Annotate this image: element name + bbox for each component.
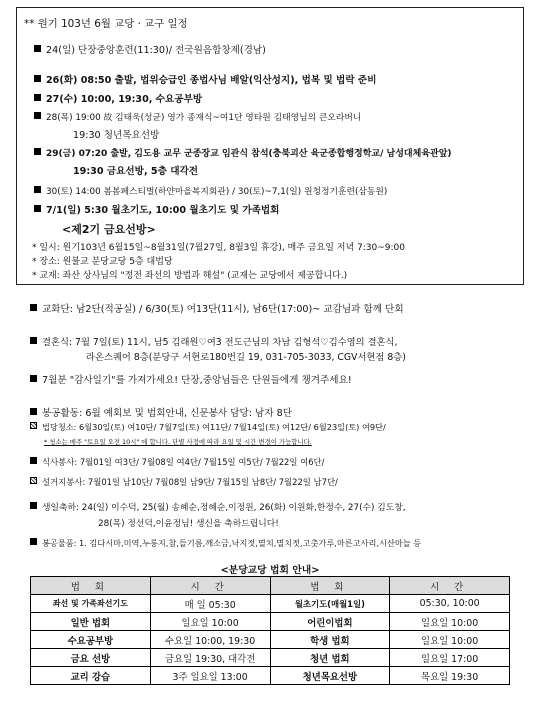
table-cell: 청년목요선방	[270, 667, 390, 685]
bullet-square-icon	[34, 205, 41, 212]
bullet-square-icon	[34, 186, 41, 193]
notice-wedding-venue: 라온스퀘어 8층(분당구 서현로180번길 19, 031-705-3033, CGV서현점 8층)	[86, 352, 406, 363]
table-row	[31, 649, 510, 667]
bullet-square-icon	[34, 94, 41, 101]
schedule-item: 28(목) 19:00 故 김태욱(성균) 영가 종재식~여1단 영타원 김태영님의 큰오라버니	[34, 110, 361, 123]
seminar-line: * 장소: 원불교 분당교당 5층 대법당	[32, 257, 173, 267]
table-cell: 어린이법회	[270, 613, 390, 631]
schedule-item: 7/1(일) 5:30 월초기도, 10:00 월초기도 및 가족법회	[34, 202, 279, 216]
notice-birthday: 생일축하: 24(일) 이수덕, 25(월) 송혜순,정혜순,이정원, 26(화) 이원화,한정수, 27(수) 김도창,	[30, 500, 406, 513]
schedule-header: ** 원기 103년 6월 교당 · 교구 일정	[24, 18, 188, 30]
table-row	[31, 613, 510, 631]
table-cell: 금요일 19:30, 대각전	[150, 649, 270, 667]
seminar-title: <제2기 금요선방>	[62, 223, 156, 236]
schedule-item: 19:30 청년목요선방	[73, 130, 160, 141]
bullet-square-icon	[30, 457, 37, 464]
notice-diary: 7월분 "감사일기"를 가져가세요! 단장,중앙님들은 단원들에게 챙겨주세요!	[30, 372, 352, 386]
table-cell: 좌선 및 가족좌선기도	[31, 595, 151, 613]
table-cell: 05:30, 10:00	[390, 595, 510, 613]
bullet-square-icon	[30, 408, 37, 415]
bullet-square-icon	[34, 112, 41, 119]
schedule-item: 29(금) 07:20 출발, 김도용 교무 군종장교 임관식 참석(충북괴산 육군종합행정학교/ 남성대체육관앞)	[34, 146, 452, 159]
notice-visit: 교화단: 남2단(적공실) / 6/30(토) 여13단(11시), 남6단(17:00)~ 교감님과 함께 단회	[30, 301, 404, 315]
table-cell: 매 일 05:30	[150, 595, 270, 613]
table-cell: 학생 법회	[270, 631, 390, 649]
table-header: 시 간	[150, 577, 270, 595]
table-cell: 수요일 10:00, 19:30	[150, 631, 270, 649]
notice-birthday-cont: 28(목) 정선덕,이윤정님! 생신을 축하드립니다!	[98, 519, 279, 529]
table-row	[31, 631, 510, 649]
table-header-row	[31, 577, 510, 595]
table-cell: 일요일 17:00	[390, 649, 510, 667]
notice-cleaning-note: * 청소는 매주 "토요일 오전 10시" 에 합니다. 단별 사정에 따라 요일 및 시간 변경이 가능합니다.	[44, 438, 312, 446]
schedule-item: 19:30 금요선방, 5층 대각전	[73, 166, 199, 177]
bullet-square-icon	[34, 75, 41, 82]
table-row	[31, 667, 510, 685]
table-cell: 교리 강습	[31, 667, 151, 685]
bullet-square-icon	[30, 502, 37, 509]
notice-cleaning: 법당청소: 6월30일(토) 여10단/ 7월7일(토) 여11단/ 7월14일(토) 여12단/ 6월23일(토) 여9단/	[30, 422, 386, 433]
hatched-bullet-icon	[30, 477, 37, 484]
table-cell: 3주 일요일 13:00	[150, 667, 270, 685]
table-cell: 목요일 19:30	[390, 667, 510, 685]
bullet-square-icon	[30, 337, 37, 344]
notice-wedding: 결혼식: 7월 7일(토) 11시, 남5 김래원♡여3 전도근님의 차남 김형석♡김수영의 결혼식,	[30, 334, 398, 348]
schedule-item: 24(일) 단장중앙훈련(11:30)/ 전국원음합창제(경남)	[34, 42, 266, 56]
bullet-square-icon	[34, 45, 41, 52]
table-cell: 일요일 10:00	[390, 613, 510, 631]
table-cell: 수요공부방	[31, 631, 151, 649]
hatched-bullet-icon	[30, 422, 37, 429]
table-header: 시 간	[390, 577, 510, 595]
seminar-line: * 일시: 원기103년 6월15일~8월31일(7월27일, 8월3일 휴강), 매주 금요일 저녁 7:30~9:00	[32, 243, 405, 253]
table-cell: 일반 법회	[31, 613, 151, 631]
seminar-line: * 교재: 좌산 상사님의 "정전 좌선의 방법과 해설" (교재는 교당에서 제공합니다.)	[32, 271, 348, 281]
schedule-item: 26(화) 08:50 출발, 법위승급인 종법사님 배알(익산성지), 법복 및 법락 준비	[34, 72, 376, 86]
bullet-square-icon	[30, 538, 37, 545]
table-cell: 청년 법회	[270, 649, 390, 667]
table-cell: 일요일 10:00	[390, 631, 510, 649]
table-cell: 월초기도(매월1일)	[270, 595, 390, 613]
bullet-square-icon	[30, 304, 37, 311]
schedule-item: 30(토) 14:00 봄봄페스티벌(하얀마을복지회관) / 30(토)~7,1(일) 원청정기훈련(삼동원)	[34, 184, 387, 197]
table-row	[31, 595, 510, 613]
notice-service: 봉공활동: 6월 예회보 및 법회안내, 신문봉사 담당: 남자 8단	[30, 405, 292, 419]
notice-dish: 설거지봉사: 7월01일 남10단/ 7월08일 남9단/ 7월15일 남8단/ 7월22일 남7단/	[30, 476, 338, 488]
table-cell: 일요일 10:00	[150, 613, 270, 631]
table-cell: 금요 선방	[31, 649, 151, 667]
notice-meal: 식사봉사: 7월01일 여3단/ 7월08일 여4단/ 7월15일 여5단/ 7월22일 여6단/	[30, 456, 324, 468]
table-header: 법 회	[31, 577, 151, 595]
service-schedule-table	[30, 576, 510, 685]
schedule-item: 27(수) 10:00, 19:30, 수요공부방	[34, 91, 202, 105]
table-header: 법 회	[270, 577, 390, 595]
table-caption: <분당교당 법회 안내>	[220, 565, 320, 576]
bullet-square-icon	[34, 148, 41, 155]
bullet-square-icon	[30, 375, 37, 382]
notice-goods: 봉공물품: 1. 김다시마,미역,누룽지,참,들기름,깨소금,낙지젓,멸치,멸치젓,고춧가루,마른고사리,시산마늘 등	[30, 538, 421, 549]
